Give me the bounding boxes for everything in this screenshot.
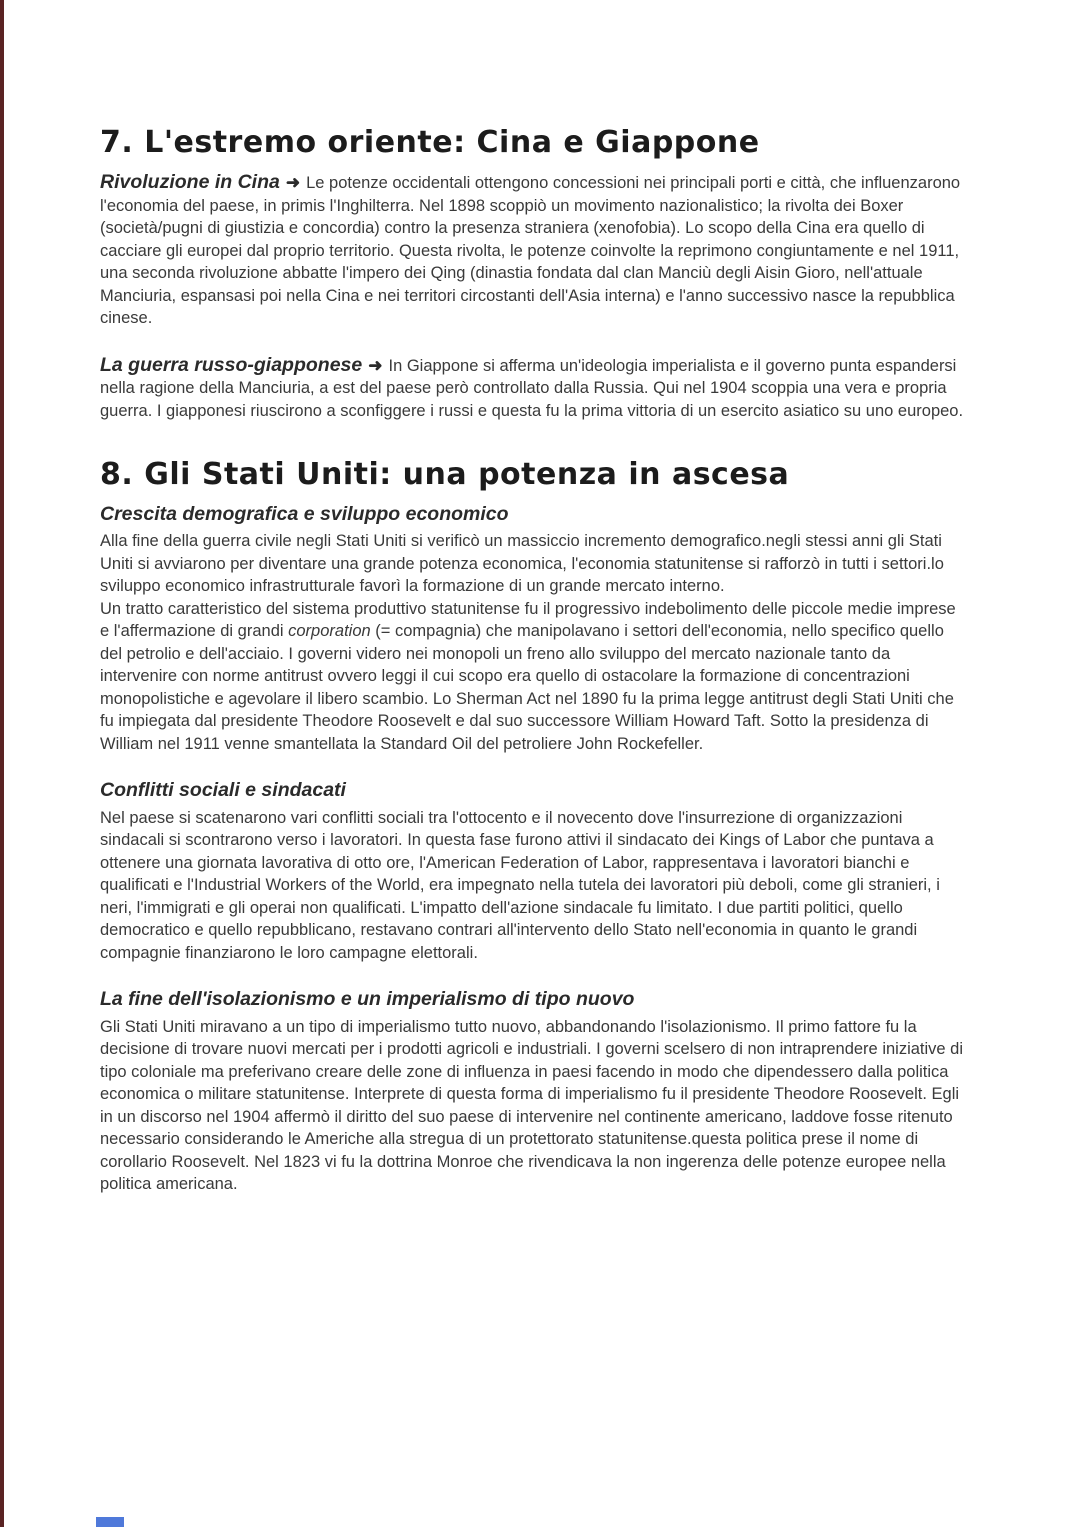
paragraph-text: In Giappone si afferma un'ideologia imperialista e il governo punta espandersi nella ragione della Manciuria, a est del paese però controllato dalla Russia. Qui nel 1904 scoppia una vera e propria guerra. I giapponesi riuscirono a sconfiggere i russi e questa fu la prima vittoria di un esercito asiatico su uno europeo. [100,356,964,420]
lead-rivoluzione-in-cina: Rivoluzione in Cina [100,171,280,193]
bottom-blue-marker [96,1517,124,1527]
paragraph-text: Alla fine della guerra civile negli Stati Uniti si verificò un massiccio incremento demografico.negli stessi anni gli Stati Uniti si avviarono per diventare una grande potenza economica, l'economia statunitense si rafforzò in tutti i settori.lo sviluppo economico infrastrutturale favorì la formazione di un grande mercato interno. [100,532,944,596]
paragraph-crescita-1 [100,530,966,598]
paragraph-guerra-russo-giapponese [100,354,966,423]
section-8-heading: 8. Gli Stati Uniti: una potenza in ascesa [100,457,790,492]
paragraph-rivoluzione-in-cina [100,171,966,330]
document-content [100,126,966,1196]
paragraph-text: (= compagnia) che manipolavano i settori dell'economia, nello specifico quello del petrolio e dell'acciaio. I governi videro nei monopoli un freno allo sviluppo del mercato nazionale tanto da intervenire con norme antitrust ovvero leggi il cui scopo era quello di ostacolare la formazione di concentrazioni monopolistiche e agevolare il libero scambio. Lo Sherman Act nel 1890 fu la prima legge antitrust degli Stati Uniti che fu impiegata dal presidente Theodore Roosevelt e dal suo successore William Howard Taft. Sotto la presidenza di William nel 1911 venne smantellata la Standard Oil del petroliere John Rockefeller. [100,622,954,753]
section-7-heading: 7. L'estremo oriente: Cina e Giappone [100,125,760,160]
paragraph-conflitti [100,807,966,965]
paragraph-text: Gli Stati Uniti miravano a un tipo di imperialismo tutto nuovo, abbandonando l'isolazionismo. Il primo fattore fu la decisione di trovare nuovi mercati per i prodotti agricoli e industriali. I governi scelsero di non intraprendere iniziative di tipo coloniale ma preferivano creare delle zone di influenza in paesi facendo in modo che dipendessero dalla politica economica o militare statunitense. Interprete di questa forma di imperialismo fu il presidente Theodore Roosevelt. Egli in un discorso nel 1904 affermò il diritto del suo paese di intervenire nel continente americano, laddove fosse ritenuto necessario considerando le Americhe alla stregua di un protettorato statunitense.questa politica prese il nome di corollario Roosevelt. Nel 1823 vi fu la dottrina Monroe che rivendicava la non ingerenza delle potenze europee nella politica americana. [100,1017,964,1194]
arrow-right-icon: ➜ [368,355,383,375]
paragraph-text: Le potenze occidentali ottengono concessioni nei principali porti e città, che influenzarono l'economia del paese, in primis l'Inghilterra. Nel 1898 scoppiò un movimento nazionalistico; la rivolta dei Boxer (società/pugni di giustizia e concordia) contro la presenza straniera (xenofobia). Lo scopo della Cina era quello di cacciare gli europei dal proprio territorio. Questa rivolta, le potenze coinvolte la reprimono congiuntamente e nel 1911, una seconda rivoluzione abbatte l'impero dei Qing (dinastia fondata dal clan Manciù degli Aisin Gioro, nell'attuale Manciuria, espansasi poi nella Cina e nei territori circostanti dell'Asia interna) e l'anno successivo nasce la repubblica cinese. [100,174,961,327]
paragraph-crescita-2 [100,598,966,756]
paragraph-text: Un tratto caratteristico del sistema produttivo statunitense fu il progressivo indebolimento delle piccole medie imprese e l'affermazione di grandi [100,599,956,641]
lead-guerra-russo-giapponese: La guerra russo-giapponese [100,353,363,376]
italic-term-corporation: corporation [288,622,371,641]
arrow-right-icon: ➜ [285,173,301,192]
subheading-crescita-demografica: Crescita demografica e sviluppo economico [100,503,509,525]
page-left-edge-line [0,0,4,1527]
paragraph-text: Nel paese si scatenarono vari conflitti sociali tra l'ottocento e il novecento dove l'insurrezione di organizzazioni sindacali si scontrarono verso i lavoratori. In questa fase furono attivi il sindacato dei Kings of Labor che puntava a ottenere una giornata lavorativa di otto ore, l'American Federation of Labor, rappresentava i lavoratori bianchi e qualificati e l'Industrial Workers of the World, era impegnato nella tutela dei lavoratori più deboli, come gli stranieri, i neri, l'immigrati e gli operai non qualificati. L'impatto dell'azione sindacale fu limitato. I due partiti politici, quello democratico e quello repubblicano, restavano contrari all'intervento dello Stato nell'economia in quanto le grandi compagnie finanziarono le loro campagne elettorali. [100,808,940,962]
subheading-fine-isolazionismo: La fine dell'isolazionismo e un imperialismo di tipo nuovo [100,988,635,1011]
subheading-conflitti-sociali: Conflitti sociali e sindacati [100,779,346,802]
paragraph-fine-isolazionismo [100,1016,966,1196]
